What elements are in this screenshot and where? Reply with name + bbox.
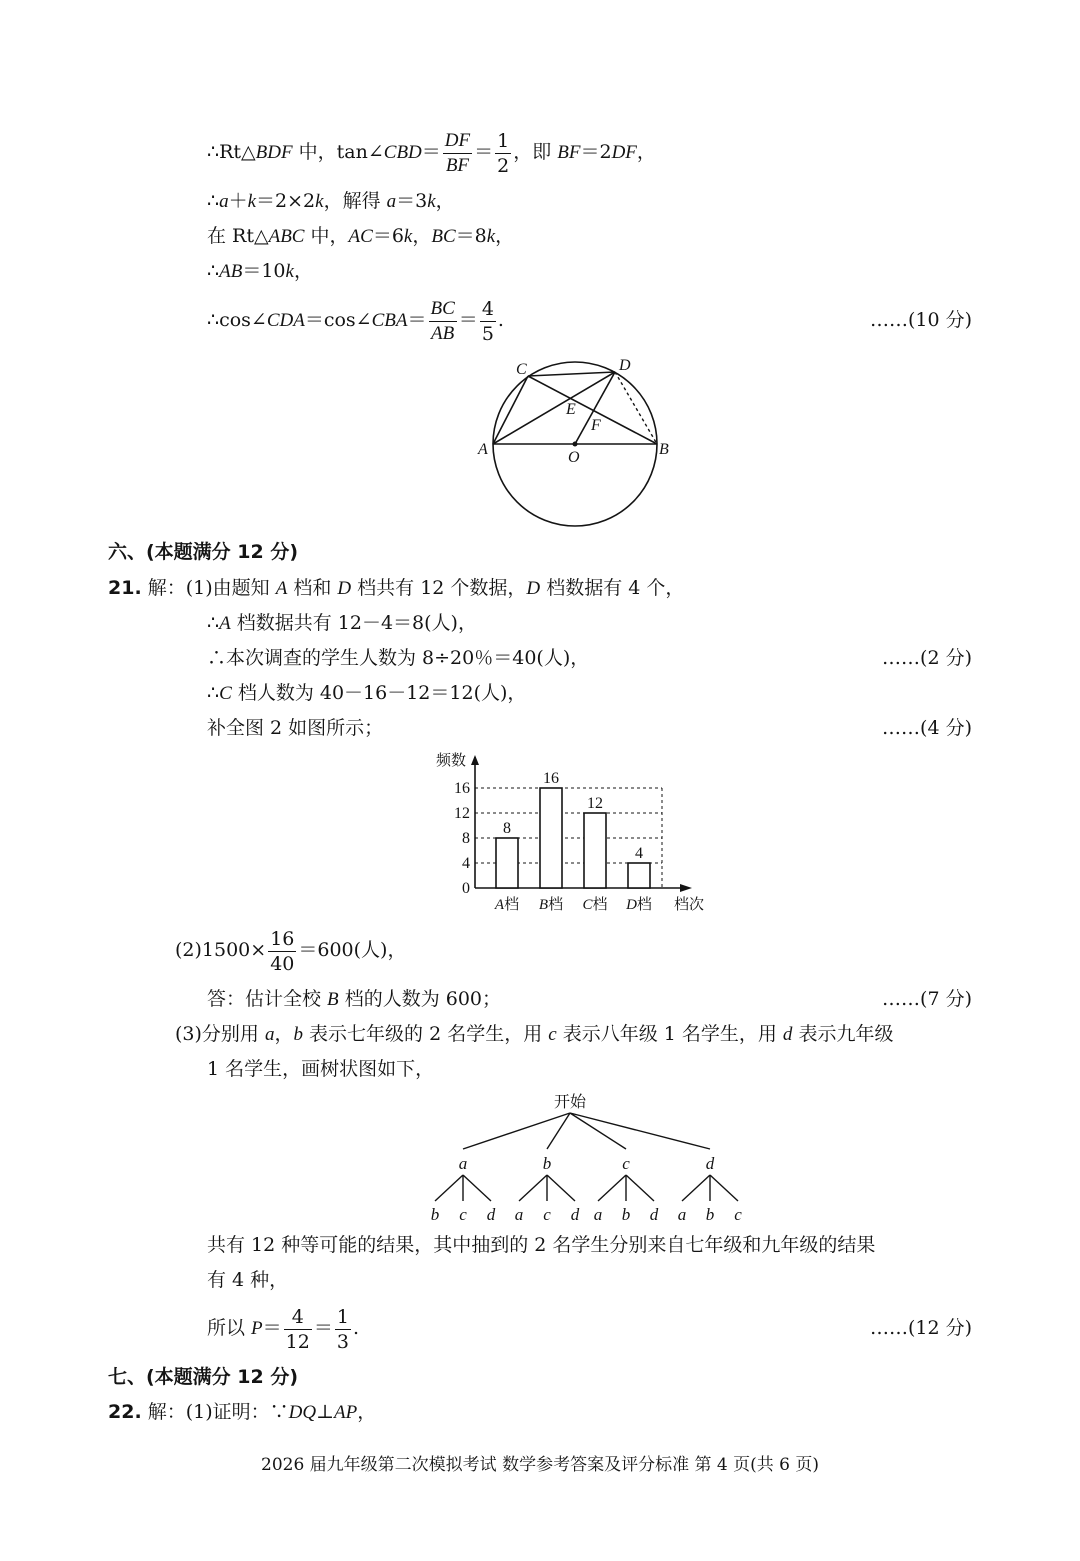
tree-leaf: b bbox=[705, 1205, 715, 1224]
bar-value-label: 12 bbox=[587, 795, 603, 812]
fraction-one-half: $\frac{1}{2}$ bbox=[497, 129, 510, 177]
tree-branch-d: d bbox=[705, 1154, 715, 1173]
tree-leaf: a bbox=[514, 1205, 524, 1224]
tree-branch-b: b bbox=[542, 1154, 552, 1173]
score-10: ……(10 分) bbox=[869, 309, 972, 331]
solution-line-cos: ∴cos∠CDA＝cos∠CBA＝ $\frac{BC}{AB}$ ＝ $\frac{4}{5}$ . bbox=[207, 297, 504, 345]
tree-leaf-edge bbox=[519, 1175, 547, 1201]
tree-diagram bbox=[415, 1085, 765, 1225]
center-point-o bbox=[573, 442, 578, 447]
y-axis-title: 频数 bbox=[436, 753, 467, 769]
q21-line-1: 21. 解：(1)由题知 A 档和 D 档共有 12 个数据，D 档数据有 4 个， bbox=[108, 577, 685, 599]
x-tick-label: A档 bbox=[494, 897, 520, 913]
q21-line-5: 补全图 2 如图所示； bbox=[207, 717, 384, 739]
x-tick-label: B档 bbox=[538, 897, 564, 913]
score-7: ……(7 分) bbox=[882, 988, 972, 1010]
q22-line-1: 22. 解：(1)证明：∵DQ⊥AP， bbox=[108, 1401, 377, 1423]
label-o: O bbox=[568, 449, 580, 466]
tree-leaf-edge bbox=[463, 1175, 491, 1201]
q21-line-2: ∴A 档数据共有 12－4＝8(人)， bbox=[207, 612, 477, 634]
tree-leaf: b bbox=[430, 1205, 440, 1224]
tree-branch-c: c bbox=[622, 1154, 630, 1173]
chord-cd bbox=[528, 372, 615, 376]
bar-value-label: 8 bbox=[503, 820, 511, 837]
label-e: E bbox=[566, 401, 576, 418]
label-f: F bbox=[591, 417, 601, 434]
circle-geometry-figure bbox=[470, 350, 680, 530]
bar-A bbox=[496, 838, 518, 888]
q21-part3-line-1: (3)分别用 a，b 表示七年级的 2 名学生，用 c 表示八年级 1 名学生，用 d 表示九年级 bbox=[175, 1023, 894, 1045]
tree-leaf: d bbox=[570, 1205, 580, 1224]
bar-value-label: 4 bbox=[635, 845, 643, 862]
x-tick-label: D档 bbox=[626, 897, 652, 913]
tree-leaf-edge bbox=[547, 1175, 575, 1201]
tree-leaf: a bbox=[677, 1205, 687, 1224]
tree-root-label: 开始 bbox=[553, 1094, 587, 1111]
fraction-bc-ab: $\frac{BC}{AB}$ bbox=[430, 297, 455, 344]
fraction-1-3: $\frac{1}{3}$ bbox=[336, 1305, 349, 1353]
label-b: B bbox=[659, 441, 669, 458]
q21-line-3: ∴本次调查的学生人数为 8÷20％＝40(人)， bbox=[207, 647, 590, 669]
tree-edge bbox=[570, 1113, 710, 1149]
y-tick-label: 16 bbox=[454, 780, 470, 797]
section-7-heading: 七、(本题满分 12 分) bbox=[108, 1366, 299, 1388]
tree-leaf-edge bbox=[710, 1175, 738, 1201]
q21-result-line-1: 共有 12 种等可能的结果，其中抽到的 2 名学生分别来自七年级和九年级的结果 bbox=[207, 1234, 876, 1256]
q21-part2-calc: (2)1500× $\frac{16}{40}$ ＝600(人)， bbox=[175, 927, 407, 975]
tree-leaf: d bbox=[486, 1205, 496, 1224]
y-tick-label: 4 bbox=[462, 855, 470, 872]
tree-leaf: c bbox=[734, 1205, 742, 1224]
score-12: ……(12 分) bbox=[869, 1317, 972, 1339]
q21-part3-line-2: 1 名学生，画树状图如下， bbox=[207, 1058, 435, 1080]
tree-leaf-edge bbox=[598, 1175, 626, 1201]
solution-line-rt-abc: 在 Rt△ABC 中，AC＝6k，BC＝8k， bbox=[207, 225, 515, 247]
y-tick-label: 8 bbox=[462, 830, 470, 847]
q21-probability: 所以 P＝ $\frac{4}{12}$ ＝ $\frac{1}{3}$ . bbox=[207, 1305, 360, 1353]
tree-leaf: c bbox=[459, 1205, 467, 1224]
bar-C bbox=[584, 813, 606, 888]
tree-leaf-edge bbox=[626, 1175, 654, 1201]
score-2: ……(2 分) bbox=[882, 647, 972, 669]
solution-line-tan: ∴Rt△BDF 中，tan∠CBD＝ $\frac{DF}{BF}$ ＝ $\frac{1}{2}$ ，即 BF＝2DF， bbox=[207, 129, 656, 177]
bar-B bbox=[540, 788, 562, 888]
tree-leaf: d bbox=[649, 1205, 659, 1224]
label-d: D bbox=[619, 357, 631, 374]
tree-edge bbox=[547, 1113, 570, 1149]
label-c: C bbox=[516, 361, 527, 378]
fraction-16-40: $\frac{16}{40}$ bbox=[270, 927, 295, 975]
score-4: ……(4 分) bbox=[882, 717, 972, 739]
tree-edge bbox=[570, 1113, 626, 1149]
x-axis-title: 档次 bbox=[674, 897, 705, 913]
x-tick-label: C档 bbox=[582, 897, 608, 913]
y-axis-arrow bbox=[471, 755, 479, 765]
tree-branch-a: a bbox=[458, 1154, 468, 1173]
q21-line-4: ∴C 档人数为 40－16－12＝12(人)， bbox=[207, 682, 527, 704]
page-footer: 2026 届九年级第二次模拟考试 数学参考答案及评分标准 第 4 页(共 6 页) bbox=[261, 1455, 819, 1475]
bar-D bbox=[628, 863, 650, 888]
tree-leaf: c bbox=[543, 1205, 551, 1224]
fraction-four-fifths: $\frac{4}{5}$ bbox=[481, 297, 494, 345]
tree-edge bbox=[463, 1113, 570, 1149]
q21-result-line-2: 有 4 种， bbox=[207, 1269, 289, 1291]
solution-line-ab: ∴AB＝10k， bbox=[207, 260, 313, 282]
tree-leaf-edge bbox=[682, 1175, 710, 1201]
y-tick-label: 0 bbox=[462, 880, 470, 897]
solution-line-a-k: ∴a＋k＝2×2k，解得 a＝3k， bbox=[207, 190, 455, 212]
section-6-heading: 六、(本题满分 12 分) bbox=[108, 541, 299, 563]
label-a: A bbox=[478, 441, 488, 458]
tree-leaf-edge bbox=[435, 1175, 463, 1201]
fraction-4-12: $\frac{4}{12}$ bbox=[285, 1305, 310, 1353]
bar-value-label: 16 bbox=[543, 770, 559, 787]
fraction-df-bf: $\frac{DF}{BF}$ bbox=[444, 129, 471, 176]
tree-leaf: b bbox=[621, 1205, 631, 1224]
y-tick-label: 12 bbox=[454, 805, 470, 822]
frequency-bar-chart bbox=[430, 745, 720, 920]
q21-part2-answer: 答：估计全校 B 档的人数为 600； bbox=[207, 988, 502, 1010]
x-axis-arrow bbox=[680, 884, 692, 892]
tree-leaf: a bbox=[593, 1205, 603, 1224]
